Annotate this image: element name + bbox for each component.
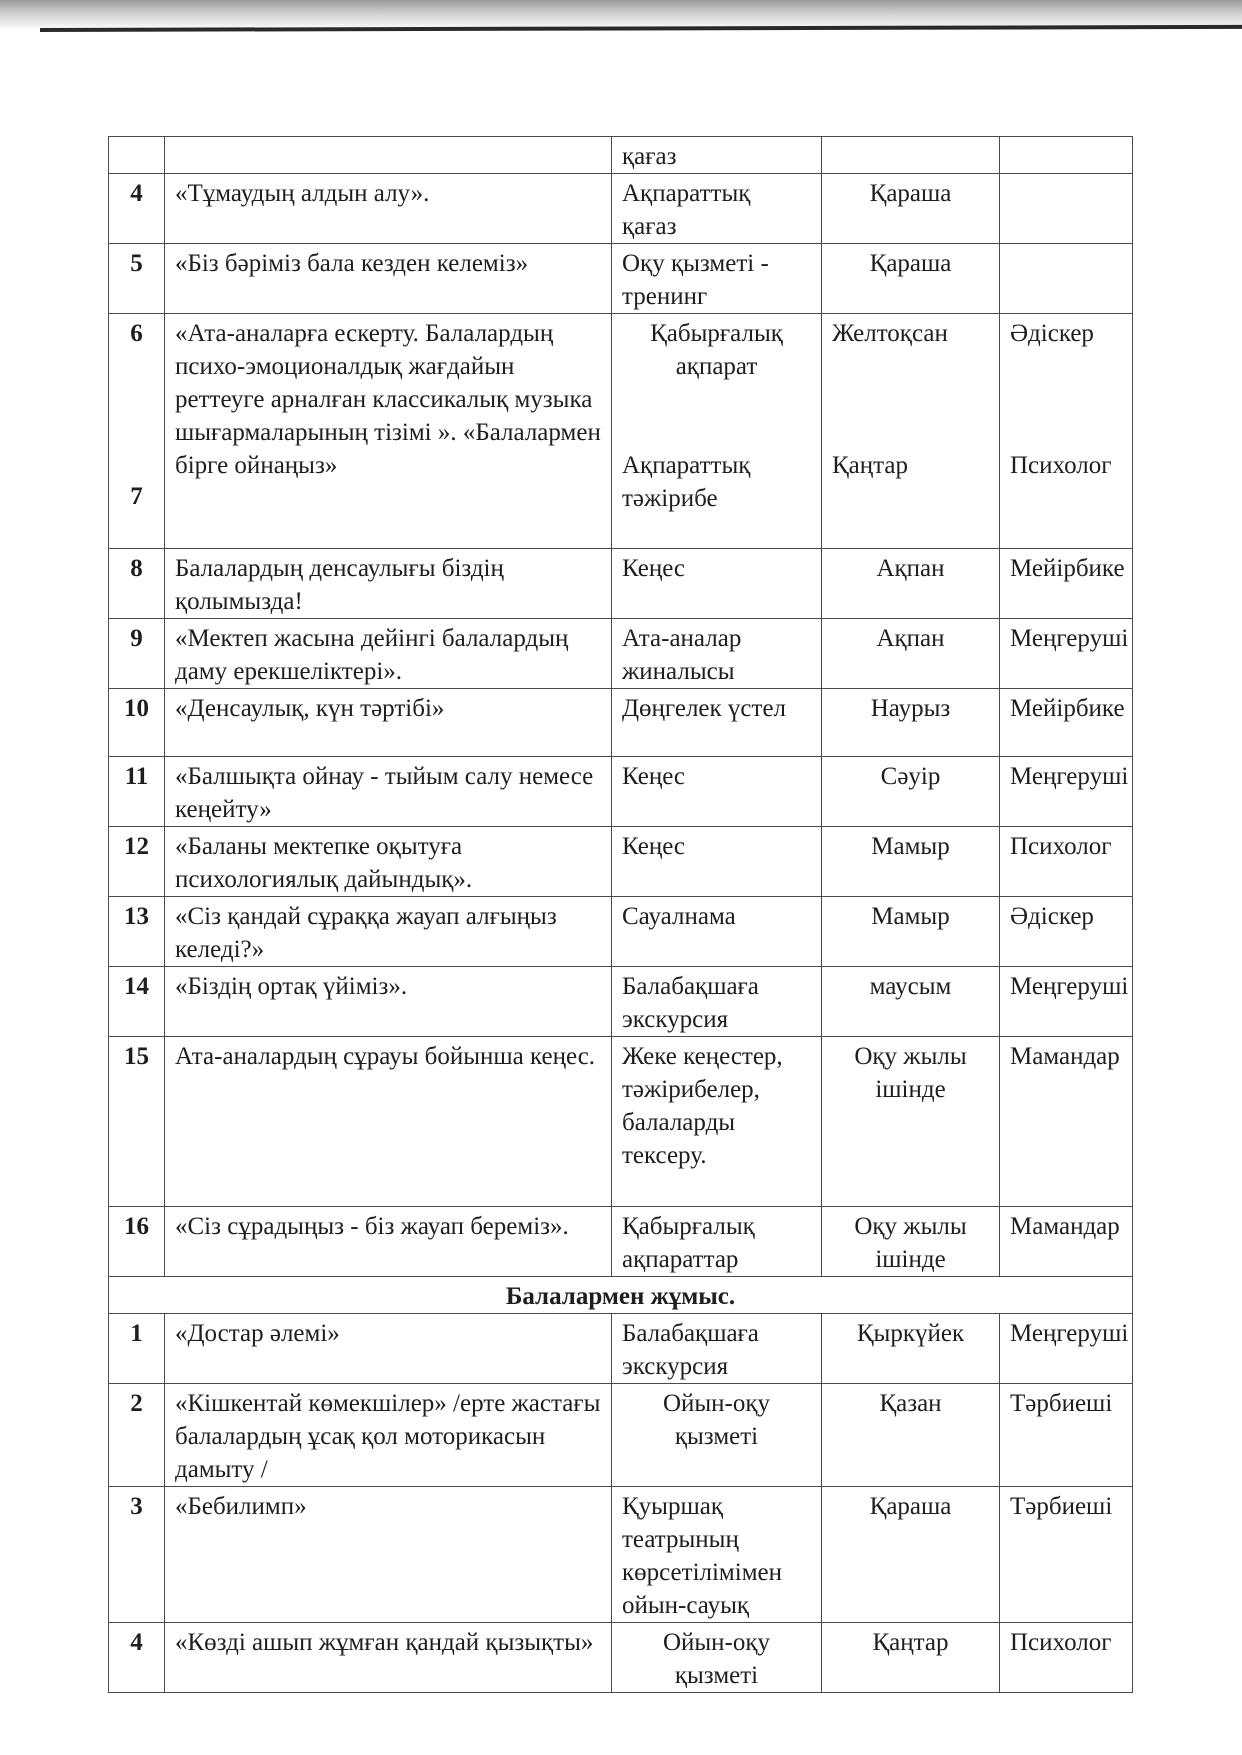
row-number: 4 bbox=[109, 1623, 165, 1693]
row-number: 3 bbox=[109, 1487, 165, 1623]
event-form: Қабырғалық ақпараттар bbox=[612, 1207, 822, 1277]
row-number bbox=[109, 137, 165, 174]
event-responsible: Психолог bbox=[1000, 1623, 1133, 1693]
event-responsible: Психолог bbox=[1000, 827, 1133, 897]
table-row bbox=[109, 897, 1133, 967]
row-number: 13 bbox=[109, 897, 165, 967]
row-number: 8 bbox=[109, 549, 165, 619]
event-month: маусым bbox=[822, 967, 1000, 1037]
event-responsible: Тәрбиеші bbox=[1000, 1384, 1133, 1487]
event-responsible: Мейірбике bbox=[1000, 689, 1133, 757]
event-month: Қараша bbox=[822, 1487, 1000, 1623]
event-month: Мамыр bbox=[822, 827, 1000, 897]
event-responsible: Меңгеруші bbox=[1000, 757, 1133, 827]
table-row bbox=[109, 314, 1133, 549]
event-responsible: Меңгеруші bbox=[1000, 967, 1133, 1037]
event-title: «Достар әлемі» bbox=[165, 1314, 612, 1384]
table-row bbox=[109, 1384, 1133, 1487]
event-responsible: Мейірбике bbox=[1000, 549, 1133, 619]
table-row bbox=[109, 827, 1133, 897]
event-title: «Ата-аналарға ескерту. Балалардың психо-эмоционалдық жағдайын реттеуге арналған классикалық музыка шығармаларының тізімі ». «Балалармен бірге ойнаңыз» bbox=[165, 314, 612, 549]
event-responsible bbox=[1000, 244, 1133, 314]
row-number: 1 bbox=[109, 1314, 165, 1384]
event-title: «Балшықта ойнау - тыйым салу немесе кеңейту» bbox=[165, 757, 612, 827]
section-heading: Балалармен жұмыс. bbox=[109, 1277, 1133, 1314]
event-month: Қараша bbox=[822, 174, 1000, 244]
section-row bbox=[109, 1277, 1133, 1314]
event-month: Қараша bbox=[822, 244, 1000, 314]
table-row bbox=[109, 1487, 1133, 1623]
table-row bbox=[109, 244, 1133, 314]
event-responsible: Меңгеруші bbox=[1000, 1314, 1133, 1384]
event-month: Қыркүйек bbox=[822, 1314, 1000, 1384]
event-responsible: Мамандар bbox=[1000, 1207, 1133, 1277]
row-number: 5 bbox=[109, 244, 165, 314]
event-form-a: Қабырғалық ақпарат bbox=[650, 320, 783, 380]
event-title: «Сіз қандай сұраққа жауап алғыңыз келеді?» bbox=[165, 897, 612, 967]
event-title: Ата-аналардың сұрауы бойынша кеңес. bbox=[165, 1037, 612, 1207]
event-form: Дөңгелек үстел bbox=[612, 689, 822, 757]
event-responsible: Тәрбиеші bbox=[1000, 1487, 1133, 1623]
event-form: Оқу қызметі - тренинг bbox=[612, 244, 822, 314]
event-form: Жеке кеңестер, тәжірибелер, балаларды тексеру. bbox=[612, 1037, 822, 1207]
event-title: «Баланы мектепке оқытуға психологиялық дайындық». bbox=[165, 827, 612, 897]
table-row bbox=[109, 967, 1133, 1037]
event-form: Кеңес bbox=[612, 549, 822, 619]
event-responsible: Меңгеруші bbox=[1000, 619, 1133, 689]
event-responsible bbox=[1000, 174, 1133, 244]
event-month: Қаңтар bbox=[822, 1623, 1000, 1693]
event-month: Ақпан bbox=[822, 549, 1000, 619]
event-responsible bbox=[1000, 314, 1133, 549]
event-form: Ойын-оқу қызметі bbox=[612, 1623, 822, 1693]
event-responsible: Мамандар bbox=[1000, 1037, 1133, 1207]
table-row bbox=[109, 689, 1133, 757]
event-title: «Тұмаудың алдын алу». bbox=[165, 174, 612, 244]
row-number: 12 bbox=[109, 827, 165, 897]
event-title: «Біз бәріміз бала кезден келеміз» bbox=[165, 244, 612, 314]
row-number-a: 6 bbox=[130, 320, 143, 347]
event-form: Кеңес bbox=[612, 827, 822, 897]
table-row bbox=[109, 174, 1133, 244]
event-month: Мамыр bbox=[822, 897, 1000, 967]
event-form: Қуыршақ театрының көрсетілімімен ойын-сауық bbox=[612, 1487, 822, 1623]
event-form: Кеңес bbox=[612, 757, 822, 827]
event-month: Оқу жылы ішінде bbox=[822, 1037, 1000, 1207]
event-title: «Мектеп жасына дейінгі балалардың даму ерекшеліктері». bbox=[165, 619, 612, 689]
row-number: 2 bbox=[109, 1384, 165, 1487]
event-title: «Сіз сұрадыңыз - біз жауап береміз». bbox=[165, 1207, 612, 1277]
event-responsible bbox=[1000, 137, 1133, 174]
event-form: Ойын-оқу қызметі bbox=[612, 1384, 822, 1487]
event-month: Оқу жылы ішінде bbox=[822, 1207, 1000, 1277]
event-title: «Кішкентай көмекшілер» /ерте жастағы балалардың ұсақ қол моторикасын дамыту / bbox=[165, 1384, 612, 1487]
event-responsible-a: Әдіскер bbox=[1010, 320, 1094, 347]
row-number bbox=[109, 314, 165, 549]
event-month: Қазан bbox=[822, 1384, 1000, 1487]
event-title bbox=[165, 137, 612, 174]
event-month bbox=[822, 137, 1000, 174]
row-number: 11 bbox=[109, 757, 165, 827]
row-number: 16 bbox=[109, 1207, 165, 1277]
event-title: «Денсаулық, күн тәртібі» bbox=[165, 689, 612, 757]
row-number-b: 7 bbox=[130, 483, 143, 510]
table-row bbox=[109, 137, 1133, 174]
event-month: Ақпан bbox=[822, 619, 1000, 689]
table-row bbox=[109, 619, 1133, 689]
table-row bbox=[109, 549, 1133, 619]
event-form bbox=[612, 314, 822, 549]
event-form: Балабақшаға экскурсия bbox=[612, 967, 822, 1037]
row-number: 9 bbox=[109, 619, 165, 689]
row-number: 4 bbox=[109, 174, 165, 244]
event-form: Сауалнама bbox=[612, 897, 822, 967]
event-title: «Біздің ортақ үйіміз». bbox=[165, 967, 612, 1037]
table-row bbox=[109, 1207, 1133, 1277]
table-row bbox=[109, 757, 1133, 827]
table-row bbox=[109, 1623, 1133, 1693]
row-number: 10 bbox=[109, 689, 165, 757]
event-form-b: Ақпараттық тәжірибе bbox=[622, 452, 751, 512]
event-form: Балабақшаға экскурсия bbox=[612, 1314, 822, 1384]
row-number: 14 bbox=[109, 967, 165, 1037]
event-month-b: Қаңтар bbox=[832, 452, 908, 479]
plan-table bbox=[108, 136, 1133, 1693]
event-month bbox=[822, 314, 1000, 549]
event-month: Наурыз bbox=[822, 689, 1000, 757]
event-month: Сәуір bbox=[822, 757, 1000, 827]
event-title: Балалардың денсаулығы біздің қолымызда! bbox=[165, 549, 612, 619]
event-form: Ата-аналар жиналысы bbox=[612, 619, 822, 689]
event-month-a: Желтоқсан bbox=[832, 320, 948, 347]
event-form: қағаз bbox=[612, 137, 822, 174]
row-number: 15 bbox=[109, 1037, 165, 1207]
table-row bbox=[109, 1037, 1133, 1207]
event-title: «Көзді ашып жұмған қандай қызықты» bbox=[165, 1623, 612, 1693]
event-form: Ақпараттық қағаз bbox=[612, 174, 822, 244]
event-responsible-b: Психолог bbox=[1010, 452, 1112, 479]
table-row bbox=[109, 1314, 1133, 1384]
event-title: «Бебилимп» bbox=[165, 1487, 612, 1623]
event-responsible: Әдіскер bbox=[1000, 897, 1133, 967]
